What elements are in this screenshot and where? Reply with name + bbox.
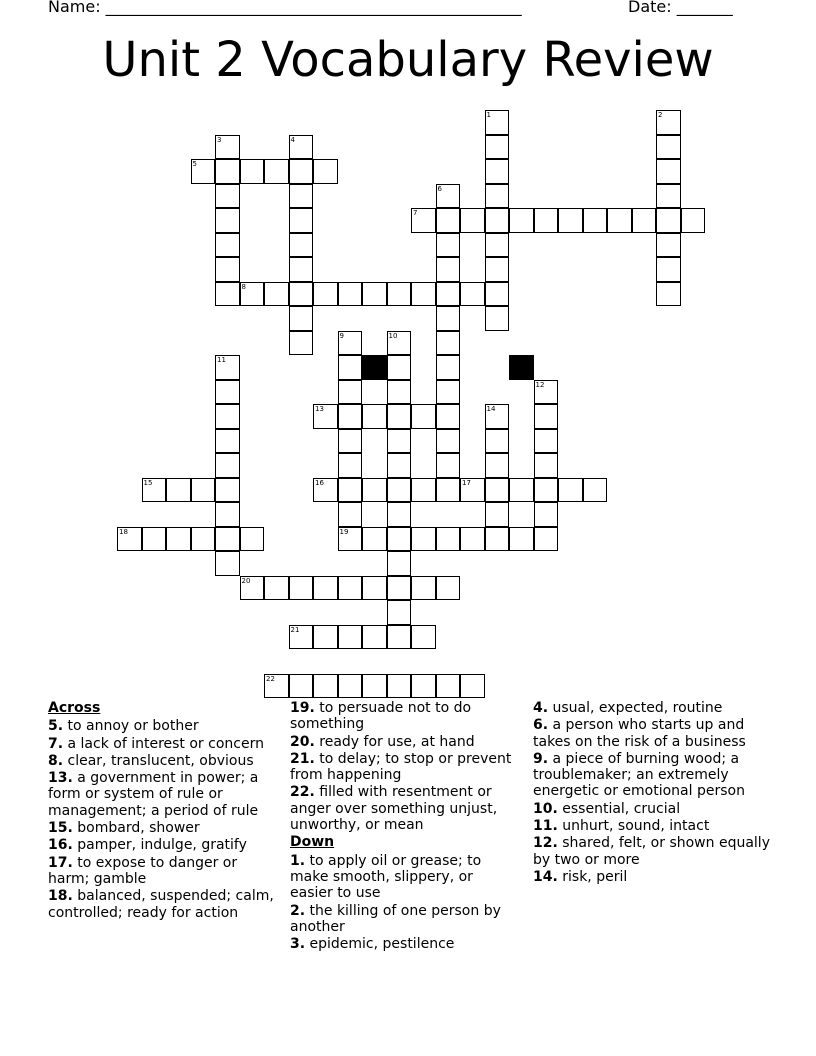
- grid-cell[interactable]: [411, 625, 436, 650]
- grid-cell[interactable]: [338, 478, 363, 503]
- clue-number: 22.: [290, 784, 315, 801]
- down-heading: Down: [290, 834, 335, 851]
- grid-cell[interactable]: [411, 527, 436, 552]
- grid-cell[interactable]: [387, 429, 412, 454]
- date-line[interactable]: Date: _______: [628, 0, 733, 16]
- grid-cell[interactable]: [656, 282, 681, 307]
- grid-cell[interactable]: [338, 380, 363, 405]
- grid-cell[interactable]: [632, 208, 657, 233]
- grid-cell[interactable]: [387, 282, 412, 307]
- clue-item: [533, 869, 773, 885]
- grid-cell[interactable]: [215, 257, 240, 282]
- clue-text: the killing of one person by another: [290, 902, 501, 935]
- grid-cell[interactable]: [191, 527, 216, 552]
- grid-cell[interactable]: [289, 184, 314, 209]
- grid-cell[interactable]: [387, 502, 412, 527]
- clue-item: [290, 700, 516, 733]
- grid-cell[interactable]: [656, 135, 681, 160]
- clue-item: [48, 753, 274, 769]
- grid-cell[interactable]: [215, 208, 240, 233]
- grid-cell[interactable]: [436, 233, 461, 258]
- grid-cell[interactable]: [338, 576, 363, 601]
- down-clue-list-continued: [533, 700, 773, 885]
- grid-cell[interactable]: [583, 478, 608, 503]
- grid-cell[interactable]: [166, 527, 191, 552]
- grid-cell[interactable]: [362, 404, 387, 429]
- clue-item: [533, 700, 773, 716]
- clue-number-label: 5: [192, 160, 197, 168]
- grid-cell[interactable]: [681, 208, 706, 233]
- clue-item: [48, 820, 274, 836]
- grid-cell[interactable]: [460, 208, 485, 233]
- clue-column-2: [290, 700, 516, 953]
- grid-cell[interactable]: [411, 674, 436, 699]
- grid-cell[interactable]: [485, 527, 510, 552]
- grid-cell[interactable]: [411, 478, 436, 503]
- grid-cell[interactable]: [411, 576, 436, 601]
- clue-number: 9.: [533, 750, 549, 767]
- grid-cell[interactable]: [387, 380, 412, 405]
- grid-cell[interactable]: [313, 159, 338, 184]
- grid-cell[interactable]: [485, 429, 510, 454]
- grid-cell[interactable]: [166, 478, 191, 503]
- grid-cell[interactable]: [436, 527, 461, 552]
- grid-cell[interactable]: [534, 527, 559, 552]
- grid-cell[interactable]: [387, 551, 412, 576]
- grid-cell[interactable]: [534, 404, 559, 429]
- clue-item: [290, 936, 516, 952]
- clue-number-label: 4: [290, 135, 295, 144]
- clue-number-label: 13: [315, 405, 324, 413]
- grid-cell[interactable]: [656, 208, 681, 233]
- grid-cell[interactable]: [436, 429, 461, 454]
- clue-number-label: 21: [290, 625, 300, 634]
- clue-item: [48, 837, 274, 853]
- clue-item: [290, 784, 516, 833]
- grid-cell[interactable]: [485, 135, 510, 160]
- clue-item: [533, 818, 773, 834]
- clue-number: 10.: [533, 800, 558, 817]
- grid-cell[interactable]: [215, 404, 240, 429]
- grid-cell[interactable]: [289, 159, 314, 184]
- grid-cell[interactable]: [436, 576, 461, 601]
- clue-number: 1.: [290, 852, 306, 869]
- grid-cell[interactable]: [338, 355, 363, 380]
- clue-text: usual, expected, routine: [548, 700, 723, 716]
- grid-cell[interactable]: [215, 502, 240, 527]
- clue-text: a government in power; a form or system of rule or management; a period of rule: [48, 770, 259, 819]
- grid-cell[interactable]: [215, 233, 240, 258]
- grid-cell[interactable]: [362, 576, 387, 601]
- clue-text: unhurt, sound, intact: [557, 818, 710, 835]
- grid-cell[interactable]: [240, 159, 265, 184]
- grid-cell[interactable]: [460, 674, 485, 699]
- grid-cell[interactable]: [656, 184, 681, 209]
- grid-cell[interactable]: [436, 453, 461, 478]
- grid-cell[interactable]: [534, 429, 559, 454]
- clue-text: filled with resentment or anger over something unjust, unworthy, or mean: [290, 784, 498, 834]
- grid-cell[interactable]: [485, 306, 510, 331]
- clue-number-label: 15: [143, 478, 153, 487]
- grid-cell[interactable]: [485, 208, 510, 233]
- grid-cell[interactable]: [264, 159, 289, 184]
- across-heading: Across: [48, 700, 101, 716]
- clue-number-label: 2: [658, 111, 663, 119]
- clue-column-1: [48, 700, 274, 922]
- grid-cell[interactable]: [313, 625, 338, 650]
- grid-cell[interactable]: [338, 282, 363, 307]
- clue-text: clear, translucent, obvious: [63, 752, 254, 769]
- grid-cell[interactable]: [338, 404, 363, 429]
- clue-number: 12.: [533, 835, 558, 852]
- clue-number-label: 14: [486, 405, 496, 413]
- grid-cell[interactable]: [436, 282, 461, 307]
- name-line[interactable]: Name: ____________________________________________________: [48, 0, 522, 16]
- clue-number-label: 11: [217, 356, 226, 364]
- clue-number: 11.: [533, 818, 558, 835]
- grid-cell[interactable]: [534, 453, 559, 478]
- clue-number: 3.: [290, 936, 306, 953]
- clue-column-3: [533, 700, 773, 886]
- grid-cell[interactable]: [387, 404, 412, 429]
- grid-cell[interactable]: [362, 527, 387, 552]
- grid-cell[interactable]: [485, 502, 510, 527]
- clue-number-label: 3: [217, 135, 222, 144]
- grid-cell[interactable]: [460, 527, 485, 552]
- clue-item: [290, 734, 516, 750]
- grid-cell[interactable]: [387, 355, 412, 380]
- grid-cell[interactable]: [289, 282, 314, 307]
- clue-number-label: 17: [462, 478, 471, 487]
- grid-cell[interactable]: [485, 159, 510, 184]
- grid-cell[interactable]: [534, 208, 559, 233]
- grid-cell[interactable]: [436, 208, 461, 233]
- grid-cell[interactable]: [656, 257, 681, 282]
- clue-number: 5.: [48, 718, 64, 735]
- grid-cell[interactable]: [509, 527, 534, 552]
- grid-cell[interactable]: [215, 282, 240, 307]
- clue-number-label: 19: [339, 527, 349, 536]
- grid-cell[interactable]: [607, 208, 632, 233]
- grid-cell[interactable]: [387, 674, 412, 699]
- grid-cell[interactable]: [436, 257, 461, 282]
- grid-cell[interactable]: [509, 478, 534, 503]
- grid-cell[interactable]: [583, 208, 608, 233]
- grid-cell[interactable]: [387, 453, 412, 478]
- grid-cell[interactable]: [436, 674, 461, 699]
- grid-cell[interactable]: [338, 453, 363, 478]
- grid-cell[interactable]: [289, 208, 314, 233]
- grid-cell[interactable]: [215, 478, 240, 503]
- clue-number: 13.: [48, 770, 73, 787]
- black-cell: [362, 355, 387, 380]
- grid-cell[interactable]: [215, 184, 240, 209]
- clue-number-label: 20: [241, 576, 251, 585]
- grid-cell[interactable]: [411, 282, 436, 307]
- grid-cell[interactable]: [215, 380, 240, 405]
- clue-number: 7.: [48, 735, 64, 752]
- clue-text: a lack of interest or concern: [63, 735, 264, 752]
- grid-cell[interactable]: [338, 502, 363, 527]
- grid-cell[interactable]: [436, 355, 461, 380]
- down-clue-list: [290, 853, 516, 953]
- clue-number: 4.: [533, 700, 549, 716]
- grid-cell[interactable]: [387, 478, 412, 503]
- clue-item: [533, 801, 773, 817]
- clue-number: 17.: [48, 854, 73, 871]
- grid-cell[interactable]: [289, 674, 314, 699]
- grid-cell[interactable]: [436, 306, 461, 331]
- clue-text: a person who starts up and takes on the risk of a business: [533, 717, 746, 750]
- clue-item: [290, 751, 516, 784]
- grid-cell[interactable]: [215, 429, 240, 454]
- clue-text: balanced, suspended; calm, controlled; ready for action: [48, 888, 274, 921]
- grid-cell[interactable]: [362, 625, 387, 650]
- grid-cell[interactable]: [485, 184, 510, 209]
- grid-cell[interactable]: [264, 282, 289, 307]
- grid-cell[interactable]: [289, 233, 314, 258]
- clue-text: pamper, indulge, gratify: [72, 837, 247, 854]
- across-clue-list: [48, 718, 274, 921]
- grid-cell[interactable]: [362, 282, 387, 307]
- clue-text: shared, felt, or shown equally by two or more: [533, 835, 770, 868]
- across-clue-list-continued: [290, 700, 516, 833]
- clue-text: to expose to danger or harm; gamble: [48, 854, 238, 887]
- grid-cell[interactable]: [558, 478, 583, 503]
- clue-item: [48, 855, 274, 888]
- grid-cell[interactable]: [264, 576, 289, 601]
- clue-number: 16.: [48, 837, 73, 854]
- grid-cell[interactable]: [485, 453, 510, 478]
- grid-cell[interactable]: [436, 380, 461, 405]
- grid-cell[interactable]: [289, 331, 314, 356]
- grid-cell[interactable]: [460, 282, 485, 307]
- clue-number-label: 6: [437, 184, 442, 193]
- clue-number: 20.: [290, 733, 315, 750]
- grid-cell[interactable]: [436, 478, 461, 503]
- grid-cell[interactable]: [436, 331, 461, 356]
- clue-item: [290, 903, 516, 936]
- grid-cell[interactable]: [338, 429, 363, 454]
- clue-number-label: 10: [388, 331, 398, 340]
- clue-number: 6.: [533, 717, 549, 734]
- grid-cell[interactable]: [142, 527, 167, 552]
- clue-number: 8.: [48, 752, 64, 769]
- grid-cell[interactable]: [509, 208, 534, 233]
- grid-cell[interactable]: [313, 282, 338, 307]
- clue-text: to apply oil or grease; to make smooth, slippery, or easier to use: [290, 852, 482, 902]
- grid-cell[interactable]: [338, 625, 363, 650]
- grid-cell[interactable]: [558, 208, 583, 233]
- grid-cell[interactable]: [289, 576, 314, 601]
- clue-item: [533, 835, 773, 868]
- grid-cell[interactable]: [485, 257, 510, 282]
- grid-cell[interactable]: [387, 600, 412, 625]
- grid-cell[interactable]: [387, 527, 412, 552]
- clue-item: [48, 770, 274, 819]
- clue-number: 21.: [290, 750, 315, 767]
- clue-item: [290, 853, 516, 902]
- clue-number-label: 7: [413, 209, 418, 217]
- grid-cell[interactable]: [215, 527, 240, 552]
- clue-text: risk, peril: [557, 868, 628, 885]
- clue-number-label: 16: [315, 478, 324, 487]
- clue-number-label: 1: [486, 111, 491, 119]
- grid-cell[interactable]: [362, 478, 387, 503]
- grid-cell[interactable]: [289, 306, 314, 331]
- clue-number-label: 8: [241, 282, 246, 291]
- clue-item: [48, 718, 274, 734]
- clue-number: 19.: [290, 700, 315, 716]
- grid-cell[interactable]: [656, 233, 681, 258]
- grid-cell[interactable]: [411, 404, 436, 429]
- grid-cell[interactable]: [534, 478, 559, 503]
- clue-text: essential, crucial: [557, 800, 681, 817]
- grid-cell[interactable]: [215, 551, 240, 576]
- clue-number: 14.: [533, 868, 558, 885]
- grid-cell[interactable]: [534, 502, 559, 527]
- grid-cell[interactable]: [313, 576, 338, 601]
- grid-cell[interactable]: [436, 404, 461, 429]
- clue-item: [533, 751, 773, 800]
- grid-cell[interactable]: [215, 159, 240, 184]
- clue-item: [48, 736, 274, 752]
- grid-cell[interactable]: [313, 674, 338, 699]
- clue-text: epidemic, pestilence: [305, 936, 455, 953]
- black-cell: [509, 355, 534, 380]
- clue-text: to persuade not to do something: [290, 700, 472, 733]
- grid-cell[interactable]: [338, 674, 363, 699]
- grid-cell[interactable]: [289, 257, 314, 282]
- clue-text: bombard, shower: [72, 820, 200, 837]
- grid-cell[interactable]: [215, 453, 240, 478]
- grid-cell[interactable]: [387, 625, 412, 650]
- clue-text: to delay; to stop or prevent from happening: [290, 750, 512, 784]
- clue-number-label: 9: [339, 331, 344, 340]
- clue-number-label: 22: [266, 674, 275, 683]
- clue-item: [48, 888, 274, 921]
- grid-cell[interactable]: [485, 282, 510, 307]
- clue-number-label: 18: [119, 527, 128, 536]
- grid-cell[interactable]: [485, 478, 510, 503]
- page-title: Unit 2 Vocabulary Review: [102, 32, 714, 88]
- grid-cell[interactable]: [656, 159, 681, 184]
- grid-cell[interactable]: [387, 576, 412, 601]
- clue-text: to annoy or bother: [63, 718, 199, 735]
- clue-number: 2.: [290, 902, 306, 919]
- grid-cell[interactable]: [240, 527, 265, 552]
- clue-text: a piece of burning wood; a troublemaker; an extremely energetic or emotional person: [533, 750, 745, 800]
- clue-number: 18.: [48, 888, 73, 905]
- grid-cell[interactable]: [191, 478, 216, 503]
- clue-text: ready for use, at hand: [314, 733, 475, 750]
- clue-item: [533, 717, 773, 750]
- clue-number: 15.: [48, 820, 73, 837]
- grid-cell[interactable]: [362, 674, 387, 699]
- clue-number-label: 12: [535, 380, 545, 389]
- grid-cell[interactable]: [485, 233, 510, 258]
